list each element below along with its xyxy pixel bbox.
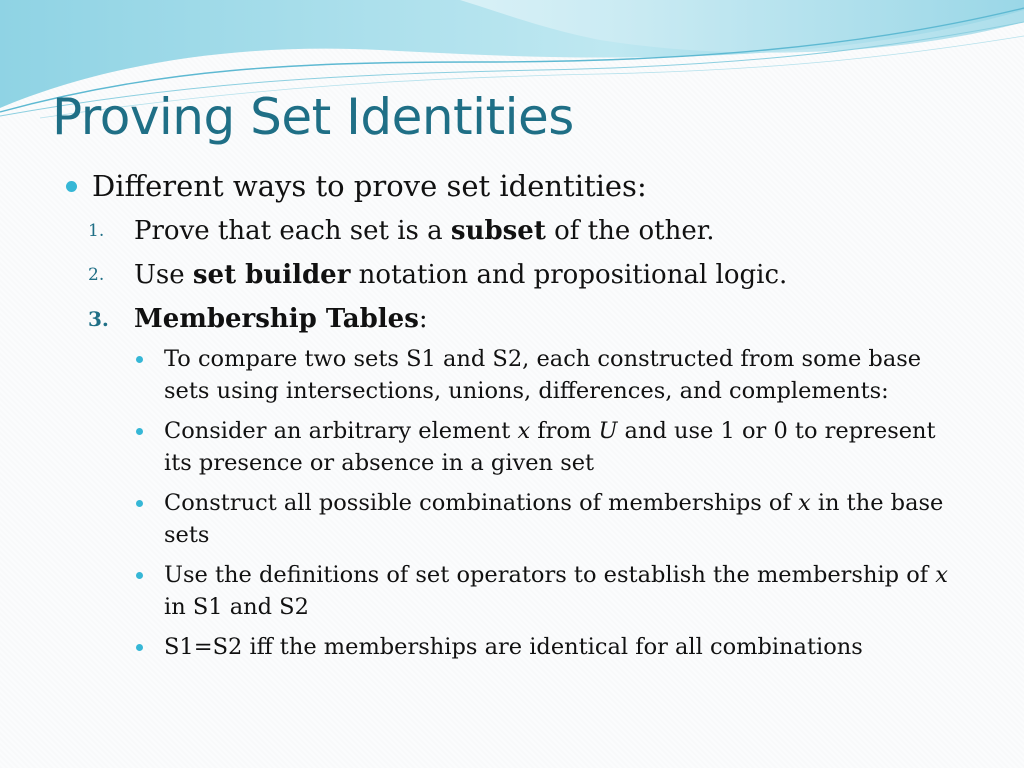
step-text: To compare two sets S1 and S2, each constructed from some base sets using intersections, unions, differences, and complements: — [164, 346, 922, 404]
method-text: of the other. — [545, 216, 715, 246]
method-text: notation and propositional logic. — [350, 260, 788, 290]
method-item — [62, 253, 967, 297]
membership-steps-list — [62, 343, 967, 663]
method-item — [62, 297, 967, 341]
bullet-icon — [136, 644, 143, 651]
list-item — [62, 631, 967, 663]
step-text: S1=S2 iff the memberships are identical for all combinations — [164, 634, 863, 660]
list-number: 2. — [88, 265, 105, 285]
intro-text: Different ways to prove set identities: — [92, 169, 647, 203]
method-keyword: Membership Tables — [134, 304, 419, 334]
method-text: : — [418, 304, 428, 334]
slide-body — [62, 166, 967, 671]
list-item — [62, 487, 967, 551]
step-text: Use the definitions of set operators to establish the membership of — [164, 562, 936, 588]
bullet-icon — [136, 572, 143, 579]
step-text: in S1 and S2 — [164, 594, 309, 620]
step-text: Construct all possible combinations of memberships of — [164, 490, 798, 516]
variable-x: x — [935, 562, 948, 588]
bullet-icon — [136, 428, 143, 435]
methods-list — [62, 209, 967, 341]
list-item — [62, 343, 967, 407]
bullet-icon — [66, 181, 77, 192]
variable-u: U — [598, 418, 618, 444]
method-keyword: set builder — [192, 260, 351, 290]
method-text: Use — [134, 260, 193, 290]
bullet-icon — [136, 500, 143, 507]
step-text: Consider an arbitrary element — [164, 418, 518, 444]
variable-x: x — [797, 490, 811, 516]
step-text: in the base sets — [164, 490, 944, 548]
step-text: from — [530, 418, 599, 444]
list-item — [62, 415, 967, 479]
list-item — [62, 559, 967, 623]
variable-x: x — [517, 418, 531, 444]
method-item — [62, 209, 967, 253]
method-text: Prove that each set is a — [134, 216, 451, 246]
list-number: 3. — [88, 307, 109, 331]
intro-bullet — [62, 166, 967, 206]
bullet-icon — [136, 356, 143, 363]
step-text: and use 1 or 0 to represent its presence or absence in a given set — [164, 418, 936, 476]
list-number: 1. — [88, 221, 105, 241]
slide-title: Proving Set Identities — [52, 88, 574, 146]
method-keyword: subset — [450, 216, 546, 246]
